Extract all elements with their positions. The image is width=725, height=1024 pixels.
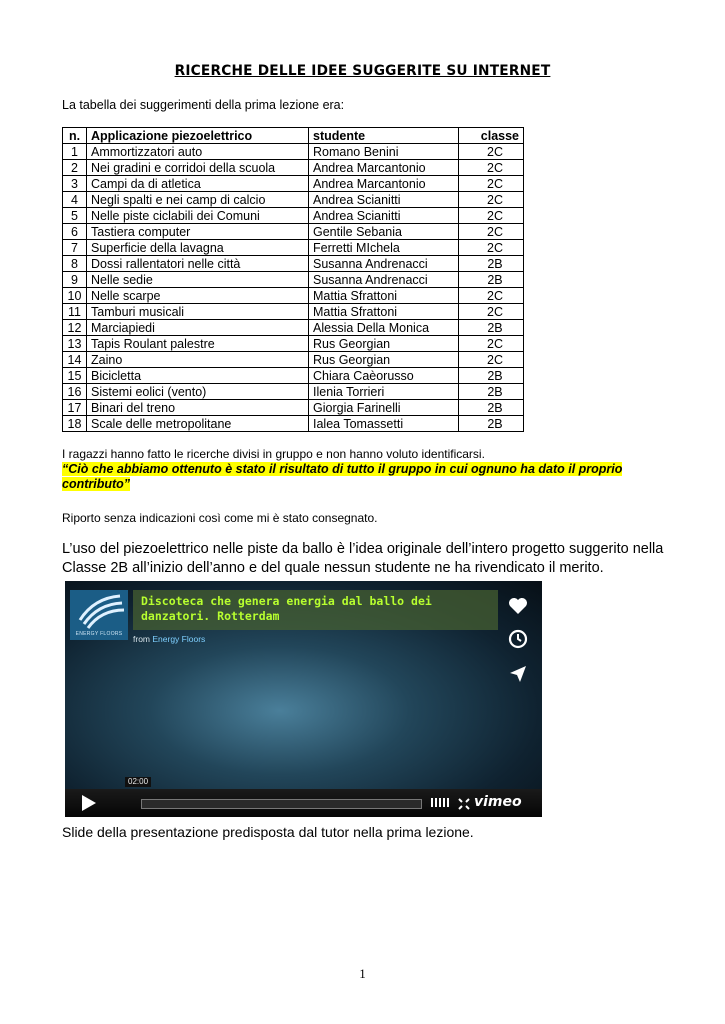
row-number: 17 bbox=[63, 400, 87, 416]
table-row bbox=[63, 224, 524, 240]
row-student: Rus Georgian bbox=[309, 336, 459, 352]
table-row bbox=[63, 240, 524, 256]
table-row bbox=[63, 208, 524, 224]
logo-text: ENERGY FLOORS bbox=[75, 631, 123, 637]
row-application: Campi da di atletica bbox=[87, 176, 309, 192]
row-application: Tastiera computer bbox=[87, 224, 309, 240]
row-application: Bicicletta bbox=[87, 368, 309, 384]
row-class: 2B bbox=[459, 368, 524, 384]
channel-link[interactable]: Energy Floors bbox=[152, 634, 206, 644]
play-icon[interactable] bbox=[82, 795, 96, 811]
row-number: 11 bbox=[63, 304, 87, 320]
vimeo-video-player[interactable] bbox=[65, 581, 542, 817]
volume-icon[interactable] bbox=[431, 798, 449, 807]
row-student: Chiara Caèorusso bbox=[309, 368, 459, 384]
row-number: 7 bbox=[63, 240, 87, 256]
table-row bbox=[63, 144, 524, 160]
row-class: 2C bbox=[459, 224, 524, 240]
table-row bbox=[63, 400, 524, 416]
video-source bbox=[133, 634, 205, 644]
table-row bbox=[63, 304, 524, 320]
row-application: Tapis Roulant palestre bbox=[87, 336, 309, 352]
vimeo-logo[interactable]: vimeo bbox=[474, 794, 522, 810]
row-number: 18 bbox=[63, 416, 87, 432]
row-number: 15 bbox=[63, 368, 87, 384]
video-title[interactable]: Discoteca che genera energia dal ballo dei danzatori. Rotterdam bbox=[141, 594, 432, 623]
row-number: 14 bbox=[63, 352, 87, 368]
row-number: 1 bbox=[63, 144, 87, 160]
row-number: 2 bbox=[63, 160, 87, 176]
row-class: 2C bbox=[459, 208, 524, 224]
group-quote bbox=[62, 462, 667, 492]
heart-icon bbox=[508, 597, 528, 615]
share-button[interactable] bbox=[505, 661, 531, 687]
row-class: 2C bbox=[459, 336, 524, 352]
row-application: Nelle sedie bbox=[87, 272, 309, 288]
row-application: Zaino bbox=[87, 352, 309, 368]
row-application: Ammortizzatori auto bbox=[87, 144, 309, 160]
row-student: Andrea Marcantonio bbox=[309, 160, 459, 176]
player-controls bbox=[65, 789, 542, 817]
table-row bbox=[63, 288, 524, 304]
page-number: 1 bbox=[359, 966, 366, 981]
row-class: 2B bbox=[459, 272, 524, 288]
video-title-banner[interactable] bbox=[133, 590, 498, 630]
row-class: 2C bbox=[459, 304, 524, 320]
send-icon bbox=[508, 664, 528, 684]
row-student: Ialea Tomassetti bbox=[309, 416, 459, 432]
like-button[interactable] bbox=[505, 593, 531, 619]
row-number: 13 bbox=[63, 336, 87, 352]
header-student: studente bbox=[309, 128, 459, 144]
row-number: 9 bbox=[63, 272, 87, 288]
time-readout: 02:00 bbox=[125, 777, 151, 787]
fullscreen-icon[interactable] bbox=[458, 797, 470, 815]
header-n: n. bbox=[63, 128, 87, 144]
row-number: 5 bbox=[63, 208, 87, 224]
row-application: Dossi rallentatori nelle città bbox=[87, 256, 309, 272]
row-class: 2C bbox=[459, 240, 524, 256]
energy-floors-logo bbox=[70, 590, 128, 640]
energy-floors-logo-icon bbox=[70, 590, 128, 630]
table-row bbox=[63, 160, 524, 176]
table-row bbox=[63, 416, 524, 432]
row-class: 2C bbox=[459, 352, 524, 368]
row-application: Tamburi musicali bbox=[87, 304, 309, 320]
table-row bbox=[63, 192, 524, 208]
row-student: Susanna Andrenacci bbox=[309, 256, 459, 272]
from-label: from bbox=[133, 634, 150, 644]
row-application: Nelle scarpe bbox=[87, 288, 309, 304]
table-row bbox=[63, 336, 524, 352]
row-student: Andrea Marcantonio bbox=[309, 176, 459, 192]
page-title: RICERCHE DELLE IDEE SUGGERITE SU INTERNET bbox=[174, 63, 551, 79]
row-application: Marciapiedi bbox=[87, 320, 309, 336]
row-application: Nelle piste ciclabili dei Comuni bbox=[87, 208, 309, 224]
row-student: Romano Benini bbox=[309, 144, 459, 160]
row-class: 2B bbox=[459, 320, 524, 336]
dance-floor-paragraph: L’uso del piezoelettrico nelle piste da ballo è l’idea originale dell’intero progetto suggerito nella Classe 2B all’inizio dell’anno e del quale nessun studente ne ha rivendicato il merito. bbox=[62, 541, 664, 576]
row-class: 2C bbox=[459, 288, 524, 304]
row-class: 2B bbox=[459, 416, 524, 432]
row-student: Gentile Sebania bbox=[309, 224, 459, 240]
row-class: 2B bbox=[459, 384, 524, 400]
row-student: Mattia Sfrattoni bbox=[309, 304, 459, 320]
row-application: Negli spalti e nei camp di calcio bbox=[87, 192, 309, 208]
watch-later-button[interactable] bbox=[505, 626, 531, 652]
row-student: Andrea Scianitti bbox=[309, 208, 459, 224]
row-student: Giorgia Farinelli bbox=[309, 400, 459, 416]
header-class: classe bbox=[459, 128, 524, 144]
row-student: Mattia Sfrattoni bbox=[309, 288, 459, 304]
table-row bbox=[63, 352, 524, 368]
progress-bar[interactable] bbox=[141, 799, 422, 809]
row-student: Susanna Andrenacci bbox=[309, 272, 459, 288]
slide-caption: Slide della presentazione predisposta dal tutor nella prima lezione. bbox=[62, 824, 474, 840]
fullscreen-arrows bbox=[458, 798, 470, 810]
clock-icon bbox=[508, 629, 528, 649]
row-application: Nei gradini e corridoi della scuola bbox=[87, 160, 309, 176]
row-number: 10 bbox=[63, 288, 87, 304]
table-row bbox=[63, 272, 524, 288]
row-class: 2B bbox=[459, 400, 524, 416]
table-row bbox=[63, 320, 524, 336]
table-row bbox=[63, 384, 524, 400]
row-number: 4 bbox=[63, 192, 87, 208]
suggestions-table bbox=[62, 127, 524, 432]
table-header-row bbox=[63, 128, 524, 144]
row-number: 12 bbox=[63, 320, 87, 336]
row-student: Rus Georgian bbox=[309, 352, 459, 368]
row-class: 2C bbox=[459, 144, 524, 160]
row-class: 2C bbox=[459, 176, 524, 192]
row-class: 2B bbox=[459, 256, 524, 272]
row-student: Ferretti MIchela bbox=[309, 240, 459, 256]
intro-text: La tabella dei suggerimenti della prima lezione era: bbox=[62, 98, 345, 112]
table-row bbox=[63, 256, 524, 272]
row-class: 2C bbox=[459, 192, 524, 208]
group-quote-text: “Ciò che abbiamo ottenuto è stato il risultato di tutto il gruppo in cui ognuno ha dato il proprio contributo” bbox=[62, 462, 623, 491]
groups-note: I ragazzi hanno fatto le ricerche divisi in gruppo e non hanno voluto identificarsi. bbox=[62, 447, 485, 461]
table-row bbox=[63, 176, 524, 192]
header-application: Applicazione piezoelettrico bbox=[87, 128, 309, 144]
row-class: 2C bbox=[459, 160, 524, 176]
table-row bbox=[63, 368, 524, 384]
table-body bbox=[63, 144, 524, 432]
row-number: 8 bbox=[63, 256, 87, 272]
row-student: Alessia Della Monica bbox=[309, 320, 459, 336]
row-application: Scale delle metropolitane bbox=[87, 416, 309, 432]
row-student: Ilenia Torrieri bbox=[309, 384, 459, 400]
report-note: Riporto senza indicazioni così come mi è stato consegnato. bbox=[62, 511, 378, 525]
row-student: Andrea Scianitti bbox=[309, 192, 459, 208]
row-number: 16 bbox=[63, 384, 87, 400]
row-number: 3 bbox=[63, 176, 87, 192]
row-application: Binari del treno bbox=[87, 400, 309, 416]
row-application: Superficie della lavagna bbox=[87, 240, 309, 256]
row-number: 6 bbox=[63, 224, 87, 240]
row-application: Sistemi eolici (vento) bbox=[87, 384, 309, 400]
